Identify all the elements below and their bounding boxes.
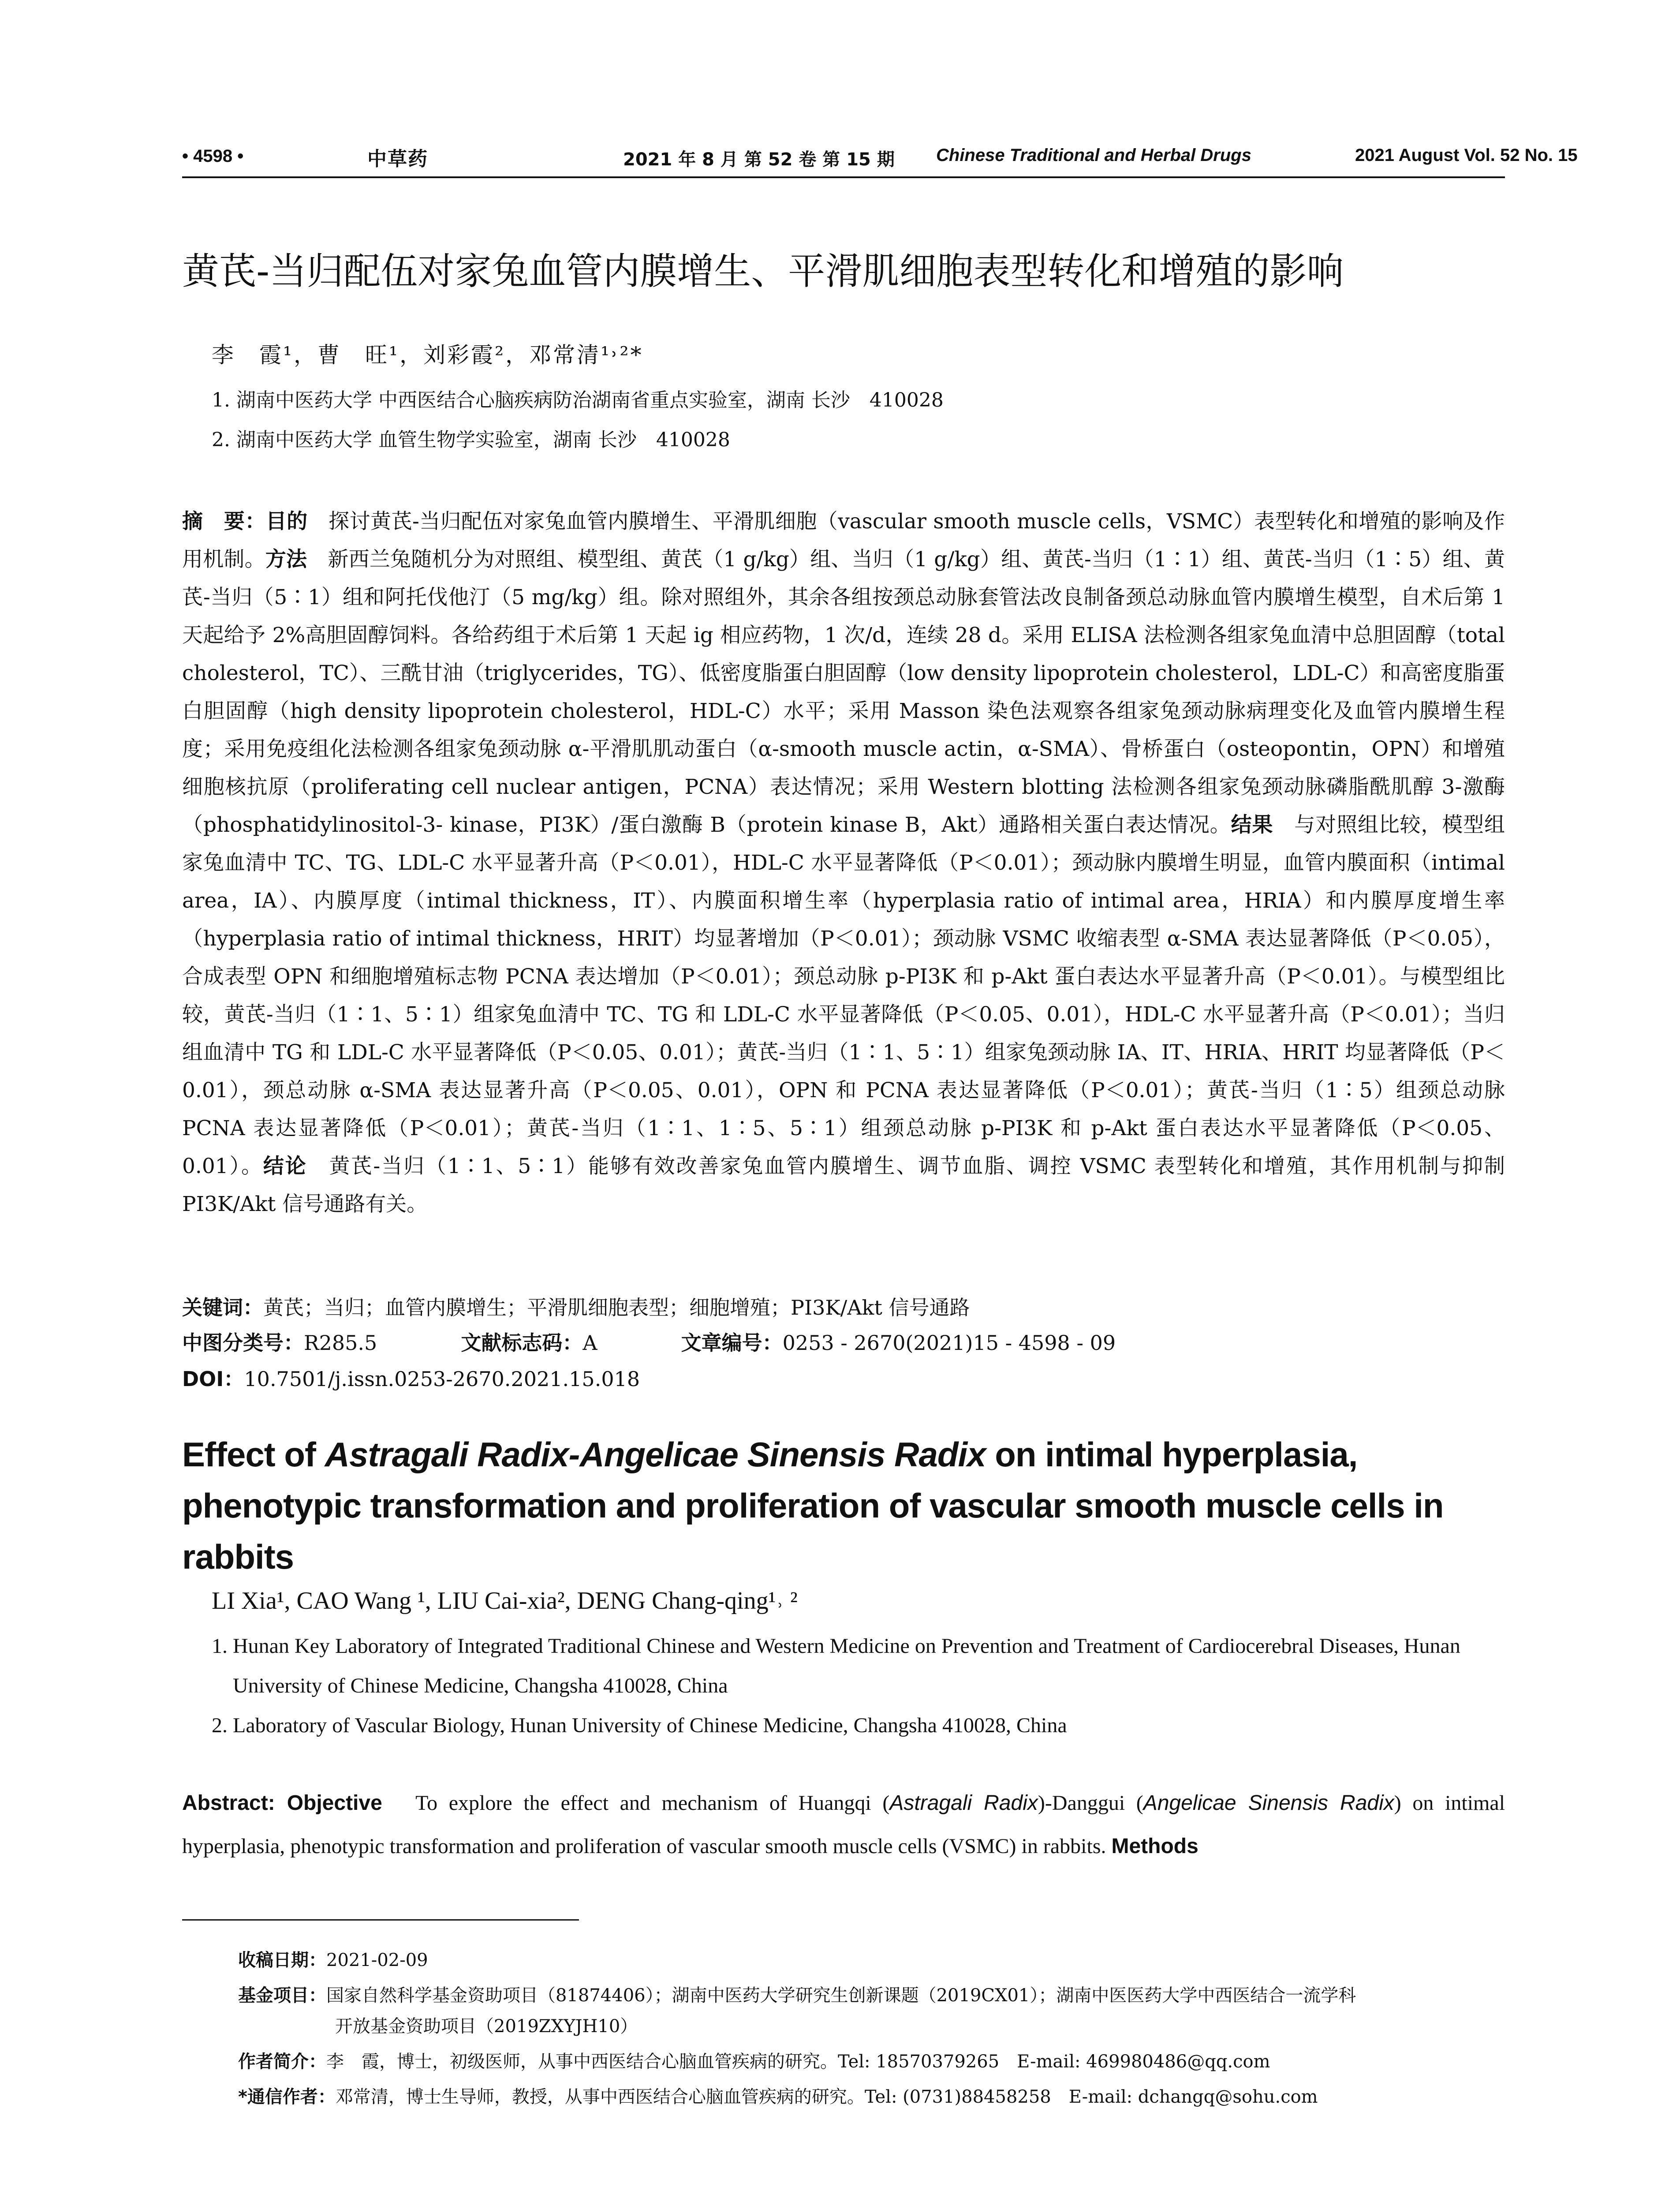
bio-text: 李 霞，博士，初级医师，从事中西医结合心脑血管疾病的研究。Tel: 18570379265 E-mail: 469980486@qq.com: [326, 2052, 1270, 2072]
abstract-label-cn: 摘 要：: [182, 509, 266, 534]
fund-text: 国家自然科学基金资助项目（81874406）；湖南中医药大学研究生创新课题（2019CX01）；湖南中医医药大学中西医结合一流学科: [326, 1985, 1356, 2006]
authors-en: LI Xia¹, CAO Wang ¹, LIU Cai-xia², DENG Chang-qing¹˒ ²: [212, 1587, 798, 1615]
methods-label-en: Methods: [1111, 1835, 1198, 1858]
abstract-cn: [182, 503, 1505, 1223]
article-number-label: 文章编号：: [681, 1331, 783, 1355]
abstract-en-text-3: ) on intimal hyperplasia, phenotypic transformation and proliferation of vascular smooth muscle cells (VSMC) in rabbits.: [182, 1791, 1505, 1858]
footnote-rule: [182, 1919, 579, 1921]
abstract-en-italic-2: Angelicae Sinensis Radix: [1143, 1791, 1394, 1815]
fund-text-cont: 开放基金资助项目（2019ZXYJH10）: [335, 2016, 638, 2037]
footnote-corresponding: [238, 2082, 1505, 2112]
abstract-label-en: Abstract: Objective: [182, 1791, 382, 1815]
abstract-en-italic-1: Astragali Radix: [889, 1791, 1038, 1815]
conclusion-label-cn: 结论: [263, 1154, 307, 1178]
title-en-italic: Astragali Radix-Angelicae Sinensis Radix: [325, 1435, 986, 1474]
objective-cn: 探讨黄芪-当归配伍对家兔血管内膜增生、平滑肌细胞（vascular smooth muscle cells，VSMC）表型转化和增殖的影响及作用机制。: [182, 509, 1505, 572]
journal-name-en: Chinese Traditional and Herbal Drugs: [936, 146, 1251, 165]
abstract-en: [182, 1782, 1505, 1868]
title-en-post: on intimal hyperplasia, phenotypic transformation and proliferation of vascular smooth muscle cells in rabbits: [182, 1435, 1444, 1576]
title-en: [182, 1429, 1505, 1582]
doi-line: [182, 1364, 640, 1394]
article-number-value: 0253 - 2670(2021)15 - 4598 - 09: [782, 1331, 1116, 1355]
abstract-en-text-1: To explore the effect and mechanism of Huangqi (: [382, 1791, 890, 1815]
fund-label: 基金项目：: [238, 1985, 326, 2006]
methods-cn: 新西兰兔随机分为对照组、模型组、黄芪（1 g/kg）组、当归（1 g/kg）组、黄芪-当归（1∶1）组、黄芪-当归（1∶5）组、黄芪-当归（5∶1）组和阿托伐他汀（5 mg/kg）组。除对照组外，其余各组按颈总动脉套管法改良制备颈总动脉血管内膜增生模型，自术后第 1 天起给予 2%高胆固醇饲料。各给药组于术后第 1 天起 ig 相应药物，1 次/d，连续 28 d。采用 ELISA 法检测各组家兔血清中总胆固醇（total cholesterol，TC）、三酰甘油（triglycerides，TG）、低密度脂蛋白胆固醇（low density lipoprotein cholesterol，LDL-C）和高密度脂蛋白胆固醇（high density lipoprotein cholesterol，HDL-C）水平；采用 Masson 染色法观察各组家兔颈动脉病理变化及血管内膜增生程度；采用免疫组化法检测各组家兔颈动脉 α-平滑肌肌动蛋白（α-smooth muscle actin，α-SMA）、骨桥蛋白（osteopontin，OPN）和增殖细胞核抗原（proliferating cell nuclear antigen，PCNA）表达情况；采用 Western blotting 法检测各组家兔颈动脉磷脂酰肌醇 3-激酶（phosphatidylinositol-3- kinase，PI3K）/蛋白激酶 B（protein kinase B，Akt）通路相关蛋白表达情况。: [182, 547, 1505, 837]
issue-cn: 2021 年 8 月 第 52 卷 第 15 期: [623, 149, 895, 170]
doi-label: DOI：: [182, 1367, 244, 1391]
bio-label: 作者简介：: [238, 2052, 326, 2072]
running-header: [182, 140, 1578, 180]
affiliation-en-1: 1. Hunan Key Laboratory of Integrated Traditional Chinese and Western Medicine on Prevention and Treatment of Cardiocerebral Diseases, Hunan University of Chinese Medicine, Changsha 410028, China: [212, 1634, 1460, 1697]
footnote-bio: [238, 2046, 1505, 2077]
issue-en: 2021 August Vol. 52 No. 15: [1355, 146, 1578, 165]
title-en-pre: Effect of: [182, 1435, 325, 1474]
footnote-received: [238, 1945, 1505, 1976]
doccode-value: A: [582, 1331, 597, 1355]
title-cn: 黄芪-当归配伍对家兔血管内膜增生、平滑肌细胞表型转化和增殖的影响: [182, 250, 1344, 293]
page-number: • 4598 •: [182, 146, 244, 166]
journal-name-cn: 中草药: [367, 148, 428, 170]
affiliation-cn-1: 1. 湖南中医药大学 中西医结合心脑疾病防治湖南省重点实验室，湖南 长沙 410028: [212, 389, 944, 411]
keywords-line: [182, 1292, 970, 1323]
keywords-label: 关键词：: [182, 1296, 263, 1319]
methods-label-cn: 方法: [265, 547, 307, 572]
classification-line: [182, 1327, 1116, 1358]
keywords: 黄芪；当归；血管内膜增生；平滑肌细胞表型；细胞增殖；PI3K/Akt 信号通路: [263, 1296, 970, 1319]
corresponding-text: 邓常清，博士生导师，教授，从事中西医结合心脑血管疾病的研究。Tel: (0731)88458258 E-mail: dchangq@sohu.com: [335, 2087, 1318, 2107]
received-label: 收稿日期：: [238, 1950, 326, 1970]
results-cn: 与对照组比较，模型组家兔血清中 TC、TG、LDL-C 水平显著升高（P＜0.01），HDL-C 水平显著降低（P＜0.01）；颈动脉内膜增生明显，血管内膜面积（intimal area，IA）、内膜厚度（intimal thickness，IT）、内膜面积增生率（hyperplasia ratio of intimal area，HRIA）和内膜厚度增生率（hyperplasia ratio of intimal thickness，HRIT）均显著增加（P＜0.01）；颈动脉 VSMC 收缩表型 α-SMA 表达显著降低（P＜0.05），合成表型 OPN 和细胞增殖标志物 PCNA 表达增加（P＜0.01）；颈总动脉 p-PI3K 和 p-Akt 蛋白表达水平显著升高（P＜0.01）。与模型组比较，黄芪-当归（1∶1、5∶1）组家兔血清中 TC、TG 和 LDL-C 水平显著降低（P＜0.05、0.01），HDL-C 水平显著升高（P＜0.01）；当归组血清中 TG 和 LDL-C 水平显著降低（P＜0.05、0.01）；黄芪-当归（1∶1、5∶1）组家兔颈动脉 IA、IT、HRIA、HRIT 均显著降低（P＜0.01），颈总动脉 α-SMA 表达显著升高（P＜0.05、0.01），OPN 和 PCNA 表达显著降低（P＜0.01）；黄芪-当归（1∶5）组颈总动脉 PCNA 表达显著降低（P＜0.01）；黄芪-当归（1∶1、1∶5、5∶1）组颈总动脉 p-PI3K 和 p-Akt 蛋白表达水平显著降低（P＜0.05、0.01）。: [182, 813, 1505, 1178]
authors-cn: 李 霞¹，曹 旺¹，刘彩霞²，邓常清¹˒²*: [212, 342, 643, 368]
header-rule: [182, 176, 1505, 178]
clc-value: R285.5: [304, 1331, 377, 1355]
affiliation-cn-2: 2. 湖南中医药大学 血管生物学实验室，湖南 长沙 410028: [212, 429, 730, 451]
affiliation-en-2: 2. Laboratory of Vascular Biology, Hunan University of Chinese Medicine, Changsha 410028, China: [212, 1714, 1067, 1737]
received-date: 2021-02-09: [326, 1950, 428, 1970]
corresponding-label: *通信作者：: [238, 2087, 336, 2107]
doccode-label: 文献标志码：: [461, 1331, 583, 1355]
results-label-cn: 结果: [1231, 813, 1273, 837]
objective-label-cn: 目的: [265, 509, 308, 534]
footnote-fund: [238, 1980, 1505, 2042]
clc-label: 中图分类号：: [182, 1331, 304, 1355]
abstract-en-text-2: )-Danggui (: [1038, 1791, 1143, 1815]
doi-link[interactable]: 10.7501/j.issn.0253-2670.2021.15.018: [244, 1367, 640, 1391]
conclusion-cn: 黄芪-当归（1∶1、5∶1）能够有效改善家兔血管内膜增生、调节血脂、调控 VSMC 表型转化和增殖，其作用机制与抑制 PI3K/Akt 信号通路有关。: [182, 1154, 1505, 1216]
